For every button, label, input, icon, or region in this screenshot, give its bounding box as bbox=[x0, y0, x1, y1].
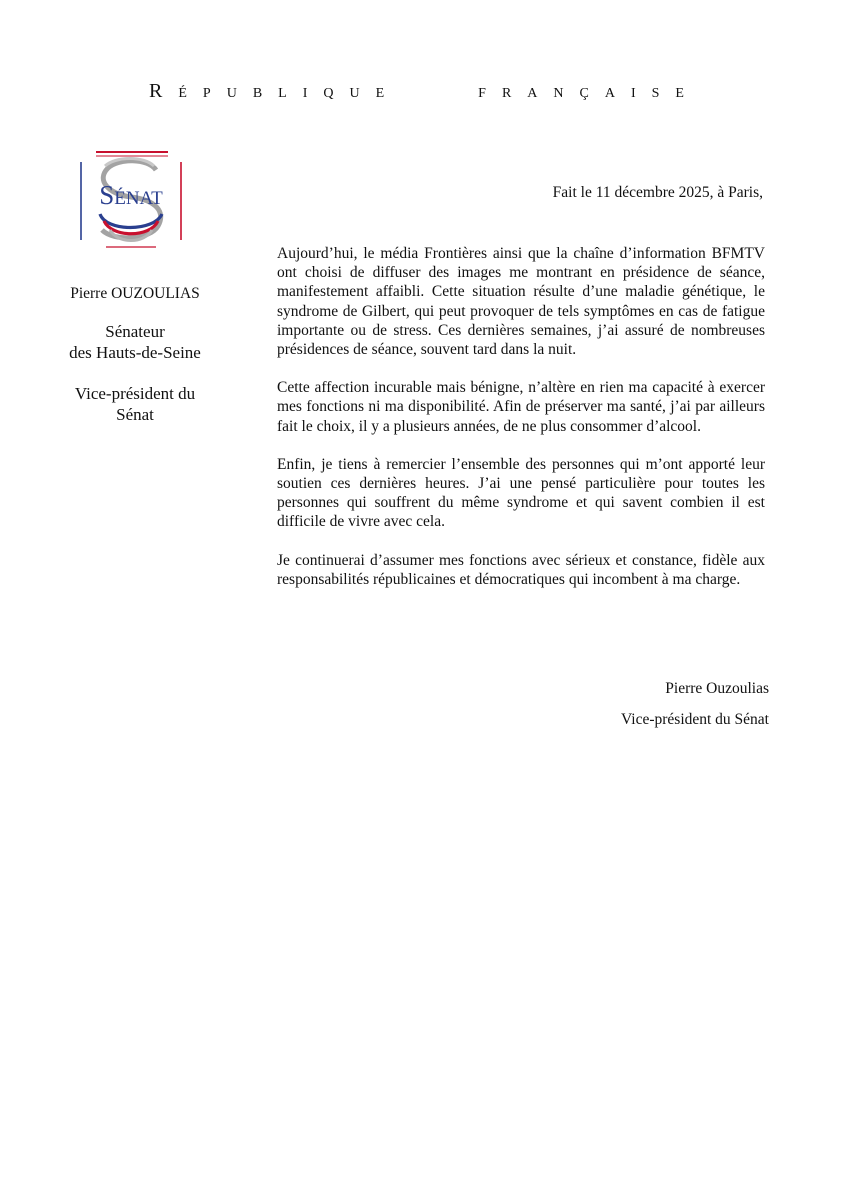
senat-logo-graphic bbox=[78, 150, 184, 250]
senat-wordmark-initial: S bbox=[99, 180, 115, 210]
signature-title: Vice-président du Sénat bbox=[621, 711, 769, 728]
letter-paragraph: Cette affection incurable mais bénigne, n’altère en rien ma capacité à exercer mes fonctions ni ma disponibilité. Afin de préserver ma santé, j’ai par ailleurs fait le choix, il y a plusieurs années, de ne plus consommer d’alcool. bbox=[277, 379, 765, 435]
letter-paragraph: Aujourd’hui, le média Frontières ainsi que la chaîne d’information BFMTV ont choisi de diffuser des images me montrant en présidence de séance, manifestement affaibli. Cette situation résulte d’une maladie génétique, le syndrome de Gilbert, qui peut provoquer de tels symptômes en cas de fatigue importante ou de stress. Ces dernières semaines, j’ai assuré de nombreuses présidences de séance, souvent tard dans la nuit. bbox=[277, 245, 765, 359]
sender-title-line-1: Vice-président du bbox=[74, 384, 196, 403]
senat-wordmark bbox=[99, 180, 163, 210]
header-word-2: FRANÇAISE bbox=[478, 86, 700, 101]
letter-body bbox=[277, 244, 765, 608]
signature-name: Pierre Ouzoulias bbox=[665, 680, 769, 697]
letter-date: Fait le 11 décembre 2025, à Paris, bbox=[552, 184, 763, 201]
sender-role-line-2: des Hauts-de-Seine bbox=[69, 343, 201, 362]
sender-role bbox=[50, 321, 220, 363]
letter-paragraph: Je continuerai d’assumer mes fonctions avec sérieux et constance, fidèle aux responsabilités républicaines et démocratiques qui incombent à ma charge. bbox=[277, 551, 765, 588]
header-word-1: ÉPUBLIQUE bbox=[178, 86, 401, 101]
sender-title bbox=[50, 383, 220, 425]
republique-francaise-header bbox=[0, 80, 849, 103]
sender-name: Pierre OUZOULIAS bbox=[70, 285, 200, 302]
header-initial: R bbox=[149, 80, 179, 102]
letter-paragraph: Enfin, je tiens à remercier l’ensemble des personnes qui m’ont apporté leur soutien ces dernières heures. J’ai une pensé particulière pour toutes les personnes qui souffrent du même syndrome et qui savent combien il est difficile de vivre avec cela. bbox=[277, 455, 765, 531]
sender-role-line-1: Sénateur bbox=[105, 322, 165, 341]
senat-wordmark-rest: énat bbox=[114, 188, 163, 209]
senat-logo bbox=[78, 150, 184, 250]
sender-title-line-2: Sénat bbox=[116, 405, 154, 424]
